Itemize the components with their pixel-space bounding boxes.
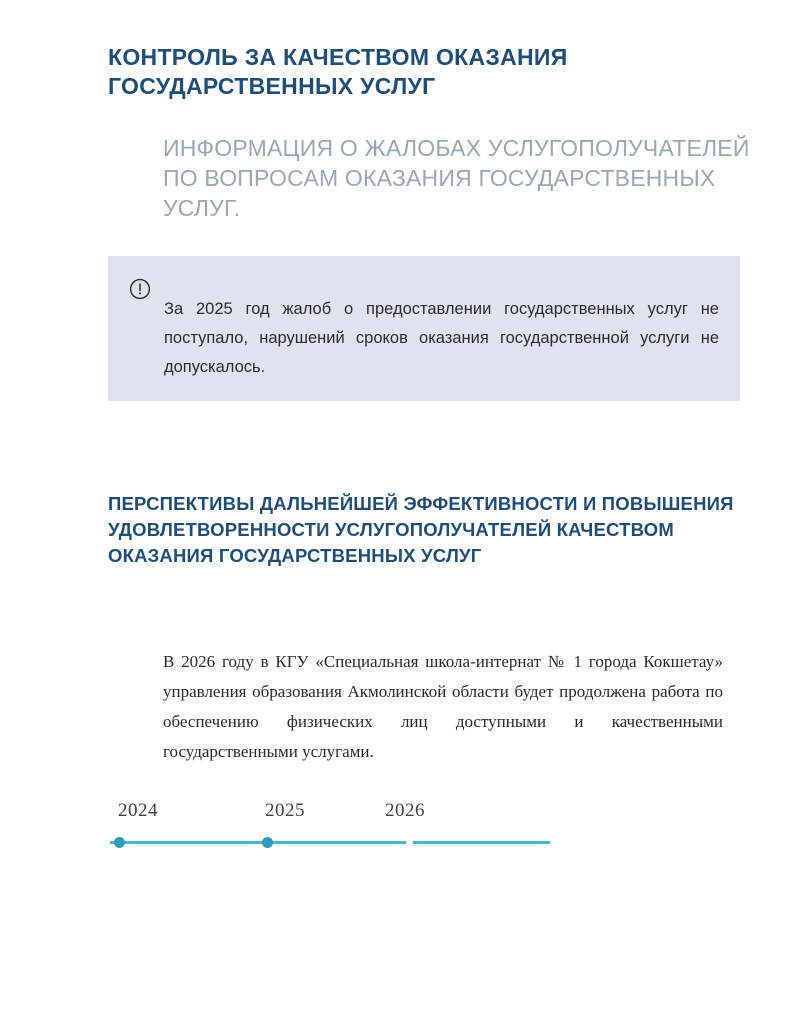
- timeline-track-right: [413, 841, 550, 844]
- exclamation-circle-icon: [129, 278, 151, 300]
- page-subtitle: ИНФОРМАЦИЯ О ЖАЛОБАХ УСЛУГОПОЛУЧАТЕЛЕЙ ПО ВОПРОСАМ ОКАЗАНИЯ ГОСУДАРСТВЕННЫХ УСЛУГ.: [163, 135, 750, 221]
- timeline-dot-2024: [114, 837, 125, 848]
- body-paragraph: В 2026 году в КГУ «Специальная школа-интернат № 1 города Кокшетау» управления образования Акмолинской области будет продолжена работа по обеспечению физических лиц доступными и качественными государственными услугами.: [163, 652, 723, 761]
- notice-callout: [108, 256, 740, 401]
- timeline-track-left: [110, 841, 406, 844]
- timeline: [110, 800, 560, 860]
- timeline-label-2025: 2025: [265, 800, 305, 821]
- notice-text: За 2025 год жалоб о предоставлении государственных услуг не поступало, нарушений сроков оказания государственной услуги не допускалось.: [164, 299, 719, 376]
- timeline-dot-2025: [262, 837, 273, 848]
- timeline-label-2024: 2024: [118, 800, 158, 821]
- section-title: ПЕРСПЕКТИВЫ ДАЛЬНЕЙШЕЙ ЭФФЕКТИВНОСТИ И ПОВЫШЕНИЯ УДОВЛЕТВОРЕННОСТИ УСЛУГОПОЛУЧАТЕЛЕЙ КАЧЕСТВОМ ОКАЗАНИЯ ГОСУДАРСТВЕННЫХ УСЛУГ: [108, 493, 734, 567]
- timeline-label-2026: 2026: [385, 800, 425, 821]
- page-title: КОНТРОЛЬ ЗА КАЧЕСТВОМ ОКАЗАНИЯ ГОСУДАРСТВЕННЫХ УСЛУГ: [108, 44, 568, 100]
